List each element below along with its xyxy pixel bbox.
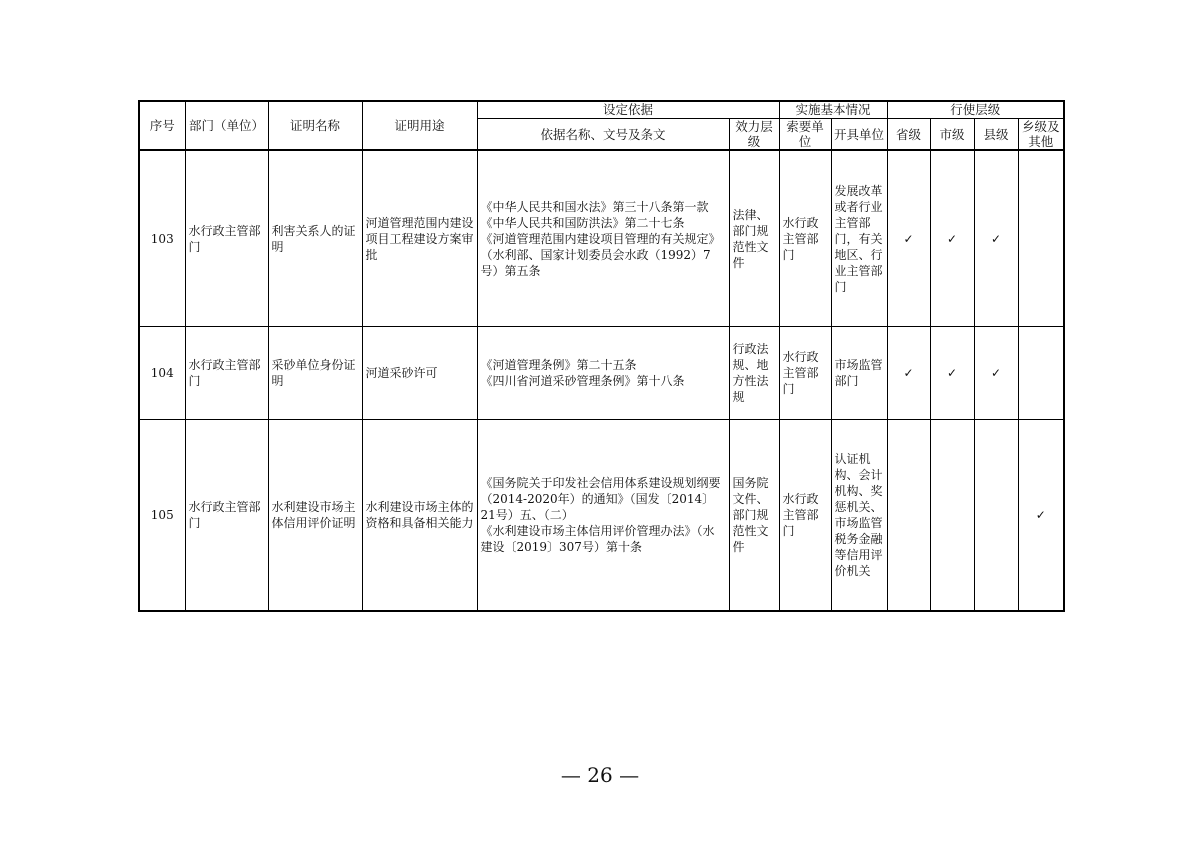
cell-basis [477,327,729,420]
page-number: — 26 — [560,763,640,787]
cell-seq: 104 [139,327,185,420]
cell-cert-use: 水利建设市场主体的资格和具备相关能力 [362,420,477,612]
check-county: ✓ [974,150,1018,327]
table-row [139,150,1064,327]
cell-req-unit: 水行政主管部门 [779,150,831,327]
cell-cert-name: 水利建设市场主体信用评价证明 [268,420,362,612]
cell-level: 法律、部门规范性文件 [729,150,779,327]
cell-basis [477,150,729,327]
cell-issue-unit: 市场监管部门 [831,327,887,420]
header-req-unit: 索要单位 [779,119,831,151]
table-row [139,420,1064,612]
check-province [887,420,930,612]
check-county [974,420,1018,612]
header-basis-group: 设定依据 [477,101,779,119]
header-dept: 部门（单位） [185,101,268,150]
basis-line: 《中华人民共和国防洪法》第二十七条 [480,215,685,230]
cell-dept: 水行政主管部门 [185,420,268,612]
header-cert-use: 证明用途 [362,101,477,150]
check-province: ✓ [887,327,930,420]
check-city: ✓ [930,150,974,327]
cell-dept: 水行政主管部门 [185,150,268,327]
cell-level: 行政法规、地方性法规 [729,327,779,420]
basis-line: 《中华人民共和国水法》第三十八条第一款 [480,199,709,214]
basis-line: 《河道管理范围内建设项目管理的有关规定》（水利部、国家计划委员会水政（1992）7号）第五条 [480,231,721,278]
cell-basis [477,420,729,612]
header-basis-level: 效力层级 [729,119,779,151]
cell-dept: 水行政主管部门 [185,327,268,420]
check-township [1018,327,1064,420]
cell-issue-unit: 认证机构、会计机构、奖惩机关、市场监管税务金融等信用评价机关 [831,420,887,612]
check-city: ✓ [930,327,974,420]
header-issue-unit: 开具单位 [831,119,887,151]
table-row [139,327,1064,420]
cell-cert-name: 采砂单位身份证明 [268,327,362,420]
header-impl-group: 实施基本情况 [779,101,887,119]
header-township: 乡级及其他 [1018,119,1064,151]
basis-line: 《四川省河道采砂管理条例》第十八条 [480,374,685,388]
header-county: 县级 [974,119,1018,151]
table-header [139,101,1064,150]
basis-line: 《国务院关于印发社会信用体系建设规划纲要（2014-2020年）的通知》（国发〔2014〕21号）五、（二） [480,476,721,522]
header-province: 省级 [887,119,930,151]
cell-cert-name: 利害关系人的证明 [268,150,362,327]
check-township [1018,150,1064,327]
header-cert-name: 证明名称 [268,101,362,150]
header-level-group: 行使层级 [887,101,1064,119]
certificate-table [138,100,1065,612]
cell-cert-use: 河道管理范围内建设项目工程建设方案审批 [362,150,477,327]
check-province: ✓ [887,150,930,327]
cell-issue-unit: 发展改革或者行业主管部门，有关地区、行业主管部门 [831,150,887,327]
basis-line: 《水利建设市场主体信用评价管理办法》（水建设〔2019〕307号）第十条 [480,524,715,554]
header-basis-name: 依据名称、文号及条文 [477,119,729,151]
header-seq: 序号 [139,101,185,150]
cell-req-unit: 水行政主管部门 [779,420,831,612]
cell-req-unit: 水行政主管部门 [779,327,831,420]
check-county: ✓ [974,327,1018,420]
cell-seq: 105 [139,420,185,612]
cell-level: 国务院文件、部门规范性文件 [729,420,779,612]
cell-seq: 103 [139,150,185,327]
basis-line: 《河道管理条例》第二十五条 [480,358,637,372]
check-township: ✓ [1018,420,1064,612]
check-city [930,420,974,612]
header-city: 市级 [930,119,974,151]
cell-cert-use: 河道采砂许可 [362,327,477,420]
